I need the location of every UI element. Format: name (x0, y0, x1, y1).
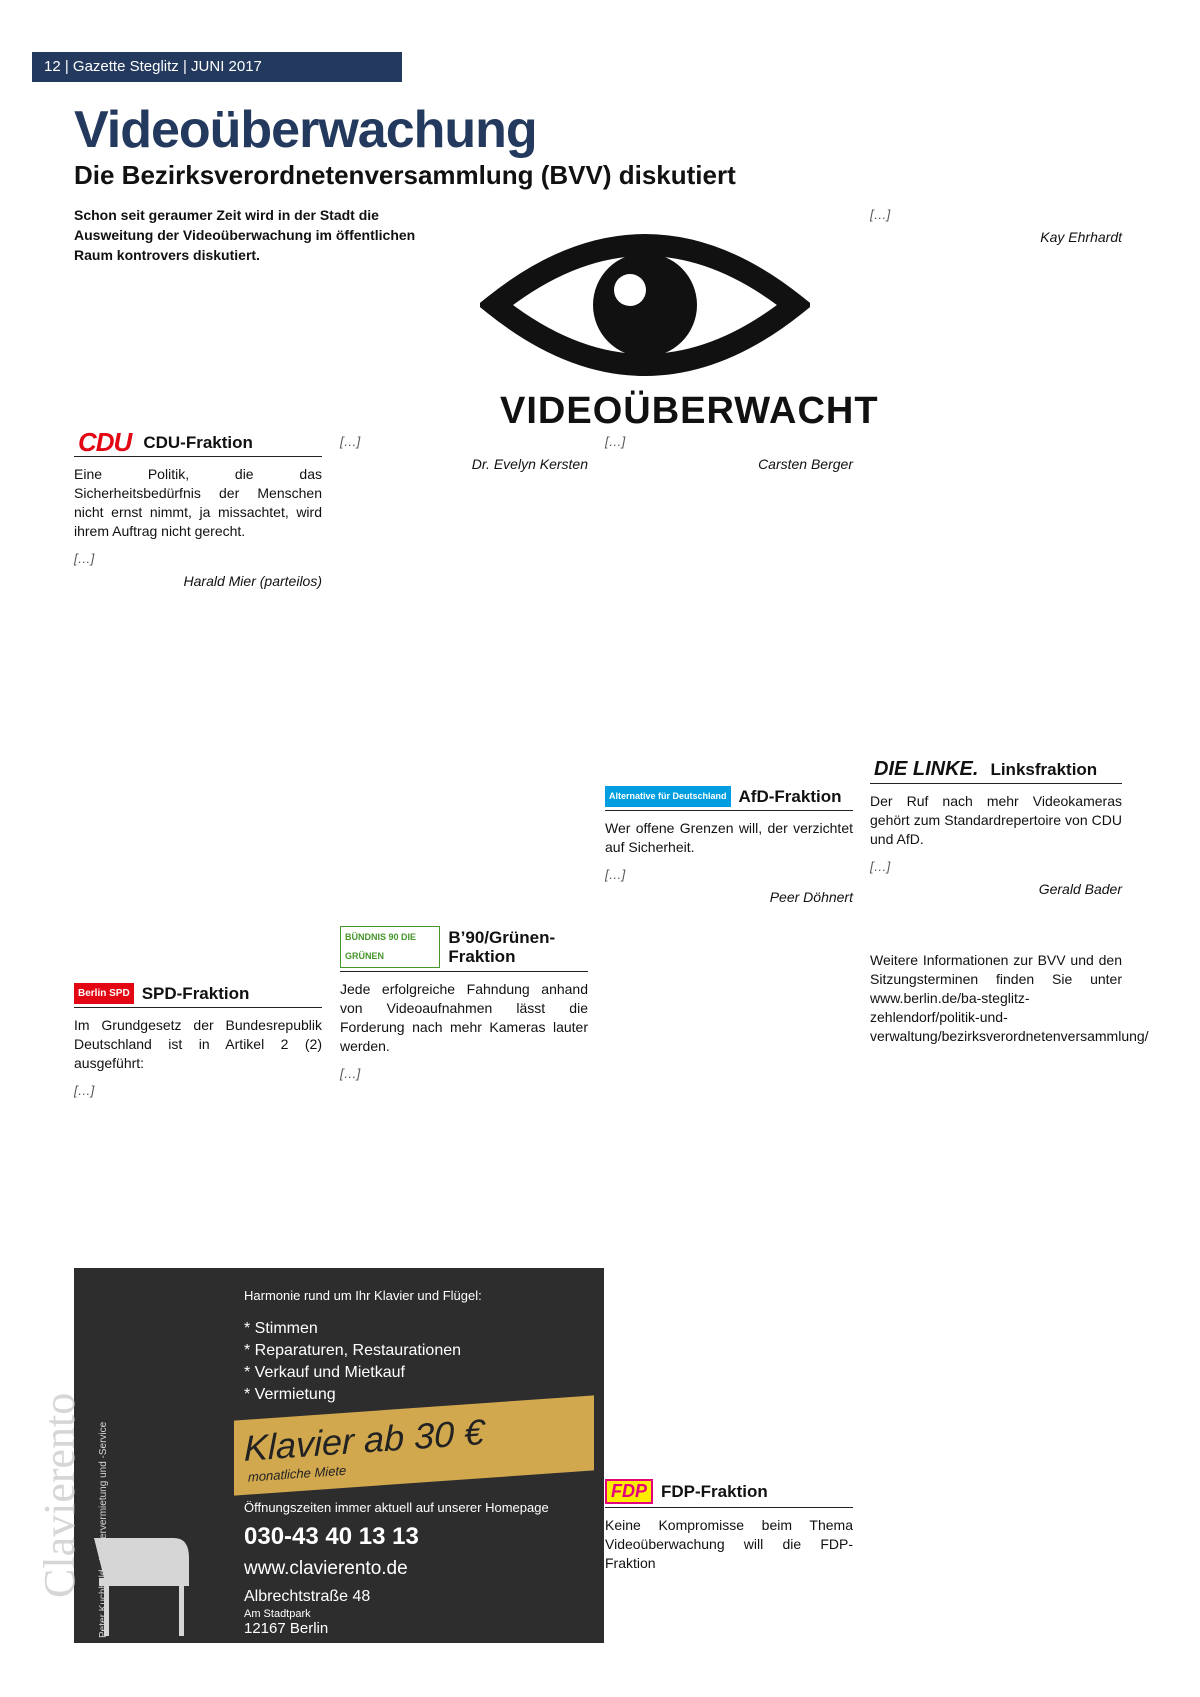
linke-signature: Gerald Bader (1038, 881, 1122, 897)
afd-excerpt: Wer offene Grenzen will, der verzichtet auf Sicherheit. (605, 820, 853, 855)
afd-signature: Peer Döhnert (769, 889, 853, 905)
ad-price-banner (234, 1395, 594, 1495)
ad-street: Albrechtstraße 48 (244, 1588, 371, 1605)
gruene-signature: Carsten Berger (758, 456, 853, 472)
cdu-section-header (74, 427, 322, 457)
page-header-bar (32, 52, 402, 82)
ad-phone: 030-43 40 13 13 (244, 1523, 419, 1550)
cdu-excerpt: Eine Politik, die das Sicherheitsbedürfnis der Menschen nicht ernst nimmt, ja missachtet, wird ihrem Auftrag nicht gerecht. (74, 466, 322, 539)
afd-section-header (605, 786, 853, 811)
fdp-section-title: FDP-Fraktion (661, 1482, 768, 1501)
ad-price-subline: monatliche Miete (248, 1462, 347, 1485)
ad-intro: Harmonie rund um Ihr Klavier und Flügel: (244, 1288, 482, 1303)
cdu-cont-signature: Kay Ehrhardt (1040, 229, 1122, 245)
column-3 (605, 432, 853, 1581)
spd-section-header (74, 983, 322, 1008)
article-text-omitted-note: […] (340, 434, 361, 449)
afd-section-title: AfD-Fraktion (738, 787, 842, 806)
column-4 (870, 205, 1149, 1054)
cdu-logo: CDU (78, 427, 132, 457)
ad-price: Klavier ab 30 € (244, 1411, 485, 1469)
ad-service-item: * Reparaturen, Restaurationen (244, 1342, 462, 1359)
gruene-logo: BÜNDNIS 90 DIE GRÜNEN (340, 926, 440, 968)
column-2 (340, 432, 588, 1083)
bvv-info-text: Weitere Informationen zur BVV und den Sitzungsterminen finden Sie unter www.berlin.de/ba-steglitz-zehlendorf/politik-und-verwaltung/bezirksverordnetenversammlung/ (870, 952, 1149, 1044)
ad-services-list (244, 1318, 461, 1406)
ad-service-item: * Stimmen (244, 1320, 318, 1337)
ad-brand-subline: Peter Kuchhold · Klaviervermietung und -Service (98, 1421, 109, 1638)
fdp-excerpt: Keine Kompromisse beim Thema Videoüberwachung will die FDP-Fraktion (605, 1517, 853, 1571)
ad-brand: Clavierento (35, 1392, 84, 1598)
linke-logo: DIE LINKE. (874, 758, 979, 780)
article-text-omitted-note: […] (74, 1083, 95, 1098)
spd-signature: Dr. Evelyn Kersten (471, 456, 588, 472)
fdp-logo: FDP (605, 1479, 653, 1504)
spd-section-title: SPD-Fraktion (141, 984, 250, 1003)
clavierento-ad (35, 1268, 604, 1643)
cdu-section-title: CDU-Fraktion (143, 433, 253, 452)
spd-excerpt: Im Grundgesetz der Bundesrepublik Deutschland ist in Artikel 2 (2) ausgeführt: (74, 1017, 322, 1071)
article-text-omitted-note: […] (870, 207, 891, 222)
eye-icon (480, 205, 810, 405)
ad-website: www.clavierento.de (244, 1558, 408, 1579)
ad-service-item: * Vermietung (244, 1386, 336, 1403)
page-header-label: 12 | Gazette Steglitz | JUNI 2017 (44, 58, 262, 75)
page-headline: Videoüberwachung (74, 101, 537, 159)
ad-area: Am Stadtpark (244, 1608, 311, 1620)
article-text-omitted-note: […] (340, 1066, 361, 1081)
linke-excerpt: Der Ruf nach mehr Videokameras gehört zum Standardrepertoire von CDU und AfD. (870, 793, 1122, 847)
ad-city: 12167 Berlin (244, 1620, 329, 1637)
afd-logo: Alternative für Deutschland (605, 786, 731, 807)
cdu-signature: Harald Mier (parteilos) (183, 573, 322, 589)
page-subheadline: Die Bezirksverordnetenversammlung (BVV) diskutiert (74, 160, 736, 190)
ad-service-item: * Verkauf und Mietkauf (244, 1364, 405, 1381)
gruene-excerpt: Jede erfolgreiche Fahndung anhand von Videoaufnahmen lässt die Forderung nach mehr Kameras lauter werden. (340, 981, 588, 1054)
column-1 (74, 427, 322, 1100)
article-text-omitted-note: […] (74, 551, 95, 566)
article-text-omitted-note: […] (605, 434, 626, 449)
gruene-section-header (340, 926, 588, 972)
eye-caption: VIDEOÜBERWACHT (500, 390, 879, 432)
ad-hours: Öffnungszeiten immer aktuell auf unserer Homepage (244, 1500, 549, 1515)
intro-excerpt: Schon seit geraumer Zeit wird in der Stadt die Ausweitung der Videoüberwachung im öffentlichen Raum kontrovers diskutiert. (74, 207, 416, 263)
linke-section-header (870, 759, 1122, 784)
fdp-section-header (605, 1479, 853, 1508)
intro-block (74, 205, 422, 273)
article-text-omitted-note: […] (605, 867, 626, 882)
gruene-section-title: B’90/Grünen-Fraktion (448, 928, 556, 966)
linke-section-title: Linksfraktion (990, 760, 1098, 779)
article-text-omitted-note: […] (870, 859, 891, 874)
spd-logo: Berlin SPD (74, 983, 134, 1004)
